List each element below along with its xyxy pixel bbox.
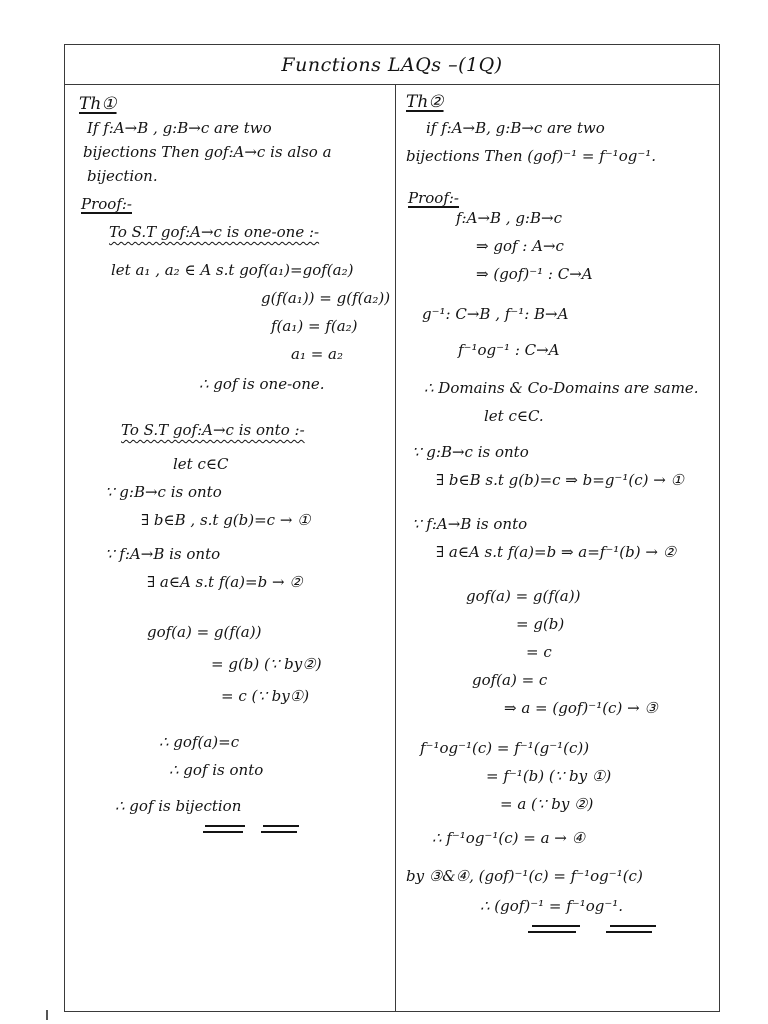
proof-2-line-20: ∴ f⁻¹og⁻¹(c) = a → ④	[432, 829, 586, 847]
proof-2-line-5: f⁻¹og⁻¹ : C→A	[458, 341, 560, 359]
proof-2-line-1: f:A→B , g:B→c	[456, 209, 562, 227]
conclusion-double-underline-left-2	[203, 831, 243, 833]
conclusion-double-underline-right-2	[261, 831, 297, 833]
page-title: Functions LAQs –(1Q)	[281, 53, 503, 76]
onto-line-7: = g(b) (∵ by②)	[211, 655, 322, 673]
one-one-line-3: f(a₁) = f(a₂)	[271, 317, 358, 335]
onto-line-9: ∴ gof(a)=c	[159, 733, 240, 751]
onto-heading: To S.T gof:A→c is onto :-	[121, 421, 305, 439]
proof-2-line-11: ∃ a∈A s.t f(a)=b ⇒ a=f⁻¹(b) → ②	[436, 543, 677, 561]
proof-2-line-4: g⁻¹: C→B , f⁻¹: B→A	[422, 305, 569, 323]
proof-2-line-6: ∴ Domains & Co-Domains are same.	[424, 379, 699, 397]
theorem-2-conclusion: ∴ (gof)⁻¹ = f⁻¹og⁻¹.	[480, 897, 624, 915]
title-row	[65, 45, 719, 85]
onto-line-8: = c (∵ by①)	[221, 687, 310, 705]
onto-line-2: ∵ g:B→c is onto	[105, 483, 222, 501]
conclusion-2-double-underline-right-2	[606, 931, 652, 933]
proof-2-line-15: gof(a) = c	[472, 671, 548, 689]
onto-line-5: ∃ a∈A s.t f(a)=b → ②	[147, 573, 303, 591]
theorem-1-label: Th①	[79, 94, 117, 114]
one-one-line-4: a₁ = a₂	[291, 345, 344, 363]
theorem-1-column	[65, 85, 395, 1011]
proof-2-line-10: ∵ f:A→B is onto	[412, 515, 528, 533]
proof-2-line-2: ⇒ gof : A→c	[476, 237, 564, 255]
proof-2-line-19: = a (∵ by ②)	[500, 795, 594, 813]
onto-line-1: let c∈C	[173, 455, 229, 473]
theorem-2-statement-line-1: if f:A→B, g:B→c are two	[426, 119, 605, 137]
onto-line-6: gof(a) = g(f(a))	[147, 623, 262, 641]
theorem-1-conclusion: ∴ gof is bijection	[115, 797, 242, 815]
proof-2-line-13: = g(b)	[516, 615, 565, 633]
notebook-page	[64, 44, 720, 1012]
proof-2-line-14: = c	[526, 643, 552, 661]
proof-2-line-21: by ③&④, (gof)⁻¹(c) = f⁻¹og⁻¹(c)	[406, 867, 643, 885]
conclusion-2-double-underline-right	[610, 925, 656, 927]
proof-2-line-7: let c∈C.	[484, 407, 544, 425]
theorem-1-statement-line-2: bijections Then gof:A→c is also a	[83, 143, 332, 161]
proof-2-line-3: ⇒ (gof)⁻¹ : C→A	[476, 265, 593, 283]
onto-line-3: ∃ b∈B , s.t g(b)=c → ①	[141, 511, 311, 529]
theorem-1-statement-line-3: bijection.	[87, 167, 158, 185]
proof-2-line-12: gof(a) = g(f(a))	[466, 587, 581, 605]
proof-2-line-18: = f⁻¹(b) (∵ by ①)	[486, 767, 612, 785]
theorem-2-proof-label: Proof:-	[408, 189, 459, 207]
one-one-line-1: let a₁ , a₂ ∈ A s.t gof(a₁)=gof(a₂)	[111, 261, 354, 279]
proof-2-line-16: ⇒ a = (gof)⁻¹(c) → ③	[504, 699, 658, 717]
one-one-heading: To S.T gof:A→c is one-one :-	[109, 223, 320, 241]
theorem-1-statement-line-1: If f:A→B , g:B→c are two	[87, 119, 272, 137]
conclusion-2-double-underline-left-2	[528, 931, 576, 933]
one-one-line-2: g(f(a₁)) = g(f(a₂))	[261, 289, 391, 307]
onto-line-4: ∵ f:A→B is onto	[105, 545, 221, 563]
onto-line-10: ∴ gof is onto	[169, 761, 264, 779]
theorem-1-proof-label: Proof:-	[81, 195, 132, 213]
one-one-conclusion: ∴ gof is one-one.	[199, 375, 325, 393]
conclusion-double-underline-left	[205, 825, 245, 827]
theorem-2-column	[396, 85, 721, 1011]
proof-2-line-8: ∵ g:B→c is onto	[412, 443, 529, 461]
theorem-2-statement-line-2: bijections Then (gof)⁻¹ = f⁻¹og⁻¹.	[406, 147, 657, 165]
proof-2-line-17: f⁻¹og⁻¹(c) = f⁻¹(g⁻¹(c))	[420, 739, 590, 757]
proof-2-line-9: ∃ b∈B s.t g(b)=c ⇒ b=g⁻¹(c) → ①	[436, 471, 685, 489]
page-edge-mark	[46, 1010, 48, 1020]
conclusion-double-underline-right	[263, 825, 299, 827]
conclusion-2-double-underline-left	[532, 925, 580, 927]
theorem-2-label: Th②	[406, 92, 444, 112]
